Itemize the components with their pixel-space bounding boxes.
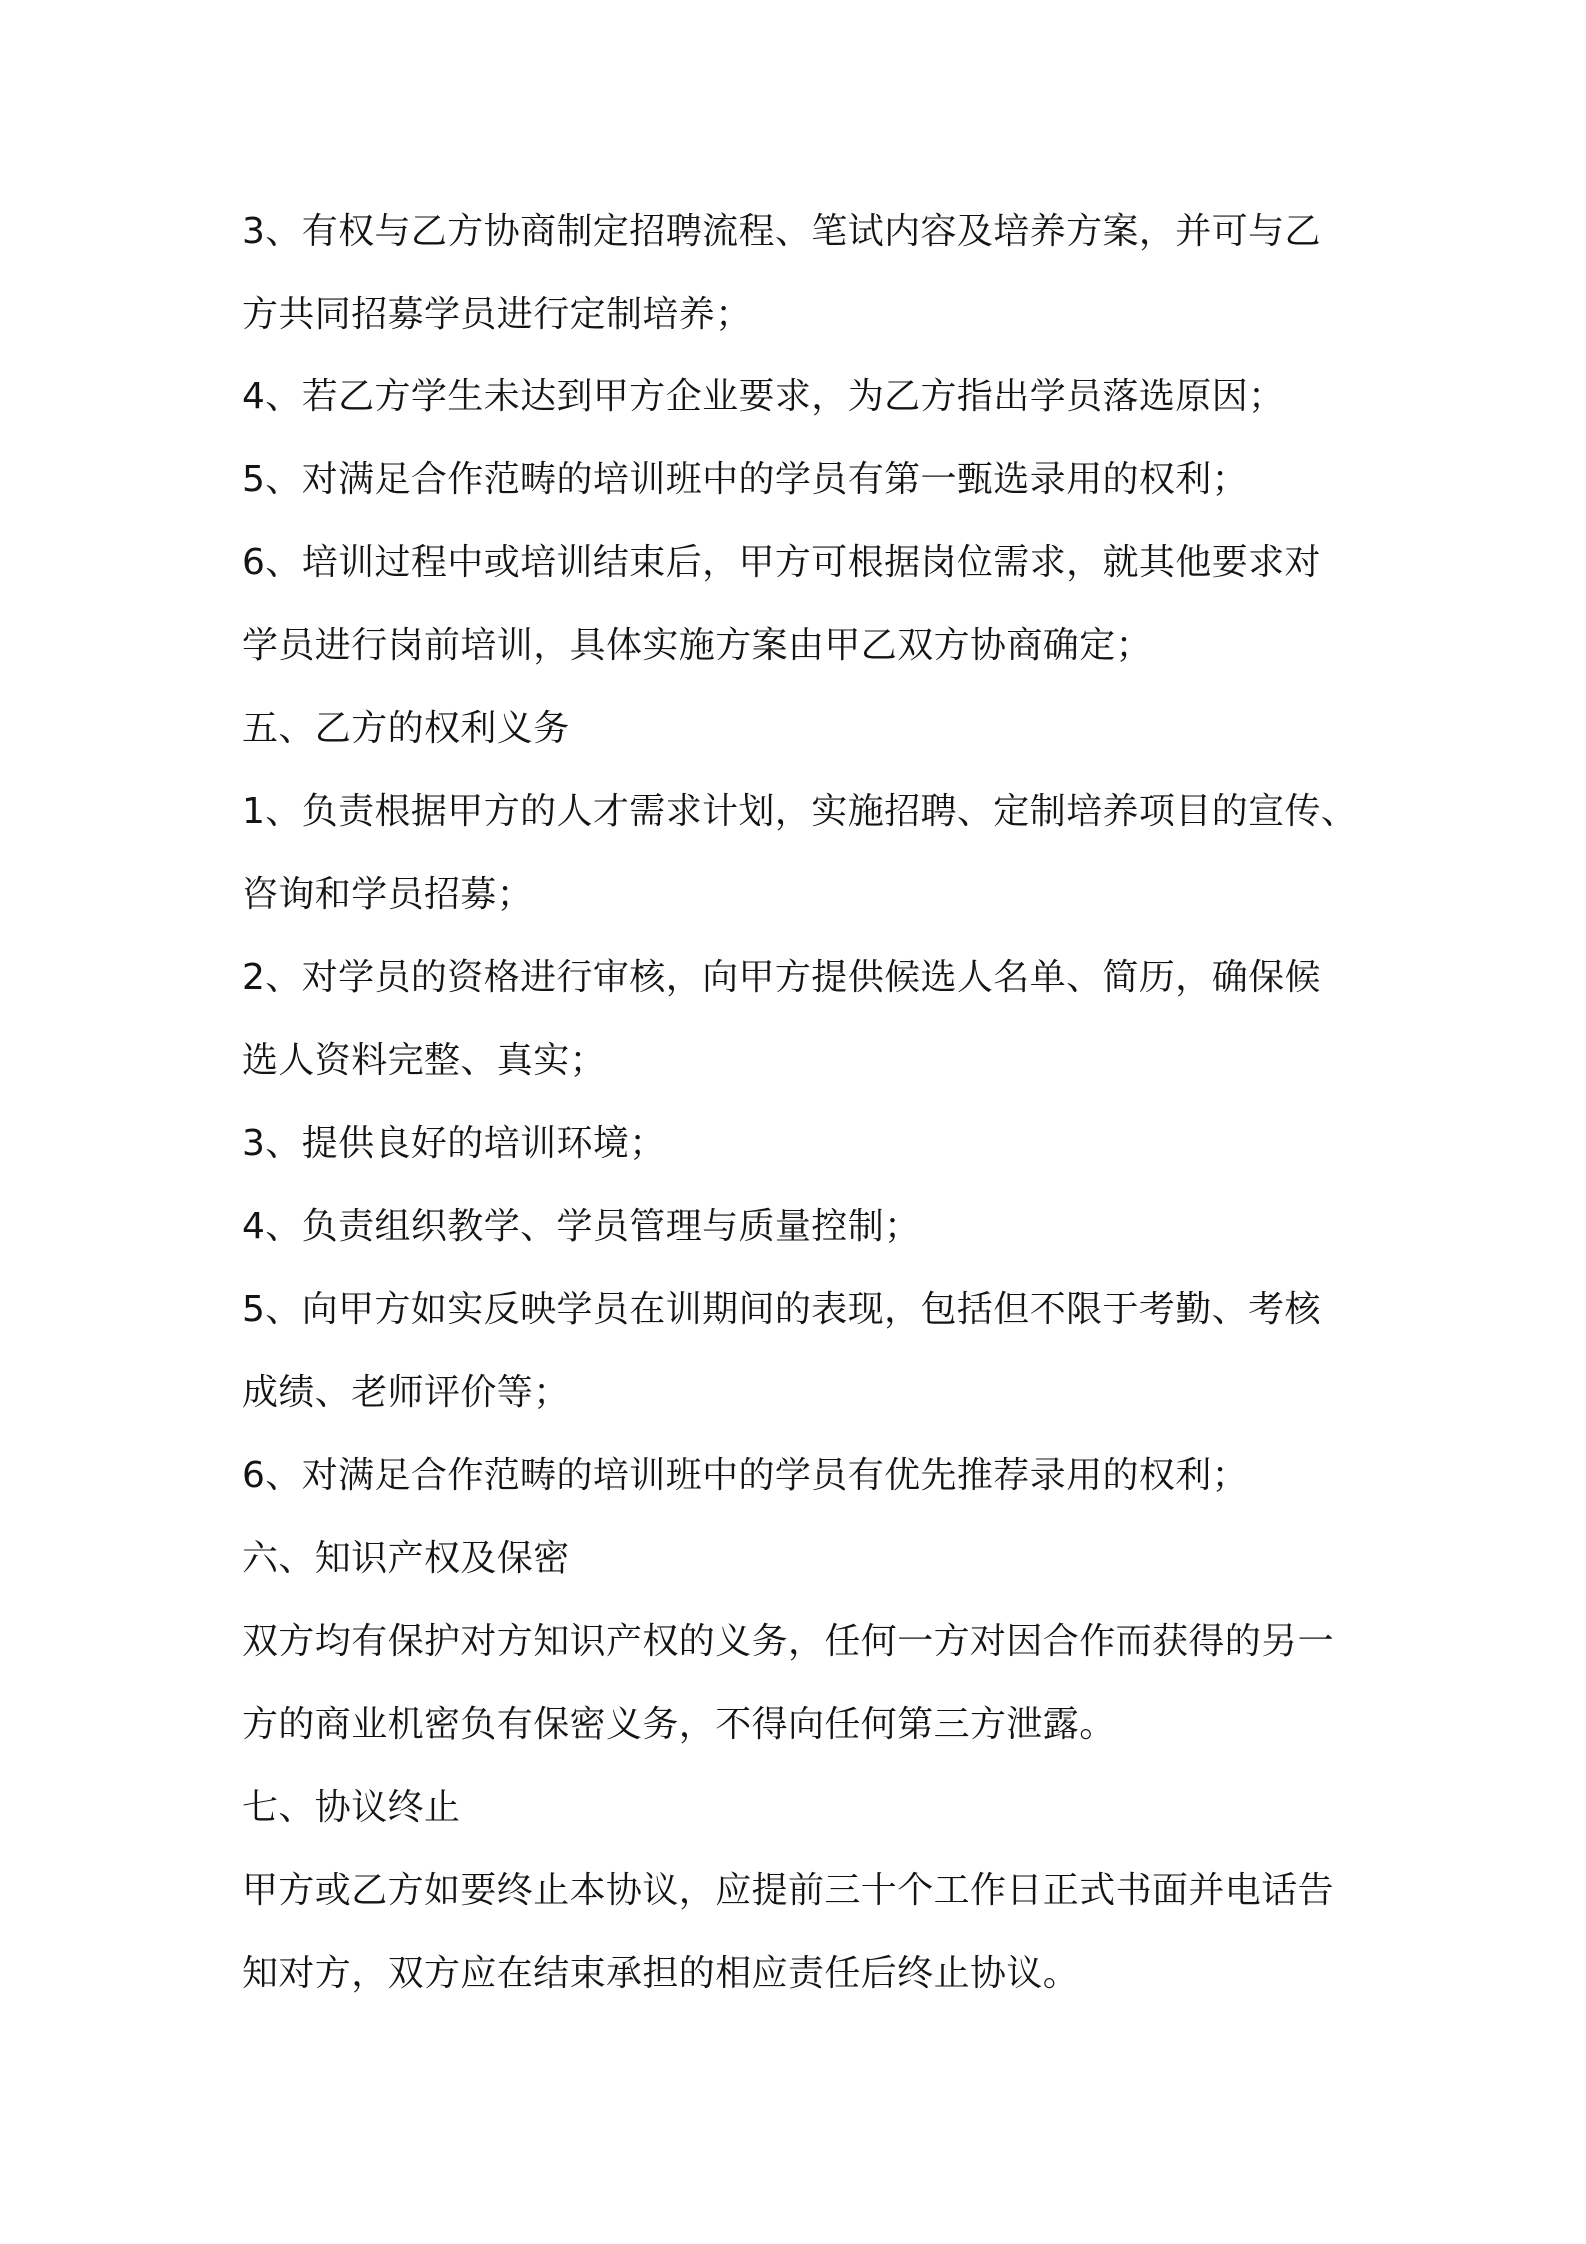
- text-line: 方的商业机密负有保密义务，不得向任何第三方泄露。: [242, 1704, 1116, 1745]
- text-line: 5、对满足合作范畴的培训班中的学员有第一甄选录用的权利；: [242, 459, 1249, 500]
- text-line: 知对方，双方应在结束承担的相应责任后终止协议。: [242, 1953, 1080, 1994]
- text-line: 双方均有保护对方知识产权的义务，任何一方对因合作而获得的另一: [242, 1621, 1335, 1662]
- section-heading: 六、知识产权及保密: [242, 1538, 570, 1579]
- text-line: 学员进行岗前培训，具体实施方案由甲乙双方协商确定；: [242, 625, 1153, 666]
- section-heading: 五、乙方的权利义务: [242, 708, 570, 749]
- text-line: 6、对满足合作范畴的培训班中的学员有优先推荐录用的权利；: [242, 1455, 1249, 1496]
- text-line: 3、提供良好的培训环境；: [242, 1123, 666, 1164]
- text-line: 咨询和学员招募；: [242, 874, 534, 915]
- text-line: 方共同招募学员进行定制培养；: [242, 294, 752, 335]
- section-heading: 七、协议终止: [242, 1787, 461, 1828]
- text-line: 3、有权与乙方协商制定招聘流程、笔试内容及培养方案，并可与乙: [242, 211, 1321, 252]
- text-line: 5、向甲方如实反映学员在训期间的表现，包括但不限于考勤、考核: [242, 1289, 1321, 1330]
- text-line: 4、若乙方学生未达到甲方企业要求，为乙方指出学员落选原因；: [242, 376, 1285, 417]
- text-line: 2、对学员的资格进行审核，向甲方提供候选人名单、简历，确保候: [242, 957, 1321, 998]
- text-line: 选人资料完整、真实；: [242, 1040, 607, 1081]
- text-line: 甲方或乙方如要终止本协议，应提前三十个工作日正式书面并电话告: [242, 1870, 1335, 1911]
- text-line: 1、负责根据甲方的人才需求计划，实施招聘、定制培养项目的宣传、: [242, 791, 1358, 832]
- text-line: 4、负责组织教学、学员管理与质量控制；: [242, 1206, 921, 1247]
- text-line: 成绩、老师评价等；: [242, 1372, 570, 1413]
- text-line: 6、培训过程中或培训结束后，甲方可根据岗位需求，就其他要求对: [242, 542, 1321, 583]
